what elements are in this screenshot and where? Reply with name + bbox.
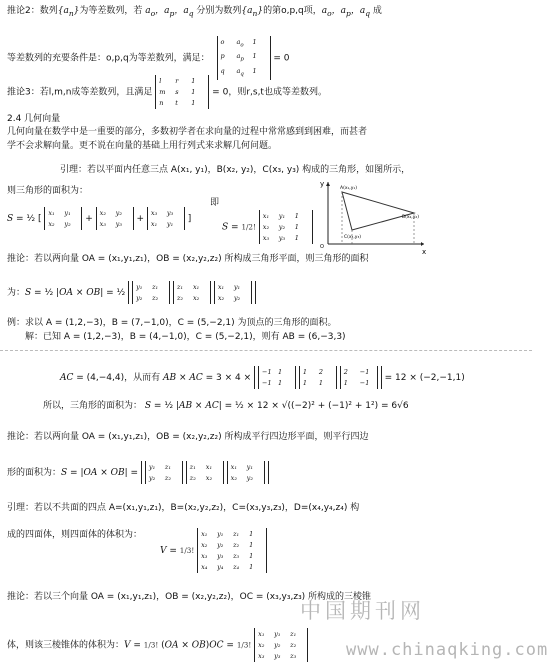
corollary-4-line1: 推论：若以两向量 OA = (x₁,y₁,z₁)，OB = (x₂,y₂,z₂) 所构成三角形平面，则三角形的面积 — [7, 254, 369, 264]
x-axis-label: x — [422, 248, 427, 256]
corollary-3-end: ，则r,s,t也成等差数列。 — [228, 87, 327, 98]
volume-formula: V = 1/3! x₁ y₁ z₁ 1 x₂ y₂ z₂ 1 x₃ y₃ z₃ 1 x₄ y₄ z₄ 1 — [160, 528, 267, 573]
parallelogram-line2: 形的面积为：S = |OA × OB| = y₁ z₁ y₂ z₂ z₁ x₁ z₂ x₂ x₁ y₁ x₂ y₂ — [7, 461, 269, 484]
volume-determinant: x₁ y₁ z₁ 1 x₂ y₂ z₂ 1 x₃ y₃ z₃ 1 x₄ y₄ z₄ 1 — [197, 528, 267, 573]
lemma-1-line2: 则三角形的面积为： — [7, 186, 89, 196]
corollary-2-line1: 推论2：数列$\{a_n\}$为等差数列，若 $a_o$，$a_p$，$a_q$ 分别为数列$\{a_n\}$的第o,p,q项，$a_o$，$a_p$，$a_q$ 成 — [7, 6, 382, 18]
point-c-label: C(x₃,y₃) — [344, 235, 362, 240]
section-para2: 学不会求解向量。更不说在向量的基础上用行列式来求解几何问题。 — [7, 141, 278, 151]
corollary-2-line2 — [7, 36, 290, 80]
point-a-label: A(x₁,y₁) — [340, 186, 357, 191]
y-axis-label: y — [320, 180, 325, 188]
det-31: x₃ y₃ x₁ y₁ — [147, 207, 185, 230]
tetra-determinant: x₁ y₁ z₁ x₂ y₂ z₂ x₃ y₃ z₃ — [254, 628, 308, 662]
corollary-3-text: 推论3：若l,m,n成等差数列，且满足 — [7, 87, 153, 98]
watermark-cn: 中国期刊网 — [300, 599, 425, 623]
lemma-2-line1: 引理：若以不共面的四点 A=(x₁,y₁,z₁)，B=(x₂,y₂,z₂)，C=(x₃,y₃,z₃)，D=(x₄,y₄,z₄) 构 — [7, 503, 360, 513]
area-prefix: 所以，三角形的面积为： — [43, 401, 143, 411]
lemma-1-formula-b: S = 1/2! x₁ y₁ 1 x₂ y₂ 1 x₃ y₃ 1 — [222, 210, 313, 244]
triangle-figure — [318, 178, 428, 256]
origin-label: O — [320, 244, 324, 250]
lemma-1-line1: 引理：若以平面内任意三点 A(x₁, y₁)，B(x₂, y₂)，C(x₃, y₃) 构成的三角形，如图所示， — [60, 165, 411, 175]
tetra-line1: 推论：若以三个向量 OA = (x₁,y₁,z₁)，OB = (x₂,y₂,z₂)，OC = (x₃,y₃,z₃) 所构成的三棱锥 — [7, 592, 372, 602]
det-23: x₂ y₂ x₃ y₃ — [96, 207, 134, 230]
ji-label: 即 — [210, 198, 220, 208]
point-b-label: B(x₂,y₂) — [402, 215, 419, 220]
ac-line: AC = (4,−4,4)，从而有 AB × AC = 3 × 4 × −1 1 −1 1 1 2 1 1 2 −1 1 −1 = 12 × (−2,−1,1) — [60, 368, 465, 387]
lemma-1-formula: S = ½ [ x₁ y₁ x₂ y₂ + x₂ y₂ x₃ y₃ + x₃ y₃ x₁ y₁ ] — [7, 209, 192, 228]
section-heading: 2.4 几何向量 — [7, 114, 61, 124]
corollary-2-condition: 等差数列的充要条件是：o,p,q为等差数列，满足： — [7, 53, 210, 64]
area-bracket: y₁ z₁ y₂ z₂ z₁ x₁ z₂ x₂ x₁ y₁ x₂ y₂ — [128, 281, 256, 304]
corollary-4-line2: 为：S = ½ |OA × OB| = ½ y₁ z₁ y₂ z₂ z₁ x₁ z₂ x₂ x₁ y₁ x₂ y₂ — [7, 281, 256, 304]
parallelogram-line1: 推论：若以两向量 OA = (x₁,y₁,z₁)，OB = (x₂,y₂,z₂) 所构成平行四边形平面，则平行四边 — [7, 432, 369, 442]
corollary-2-eq: = 0 — [273, 53, 290, 64]
det-12: x₁ y₁ x₂ y₂ — [44, 207, 82, 230]
corollary-3-eq: = 0 — [212, 87, 229, 98]
corollary-3 — [7, 75, 327, 109]
watermark-url: www.chinaqking.com — [346, 640, 548, 660]
example-line: 例：求以 A = (1,2,−3)，B = (7,−1,0)，C = (5,−2,1) 为顶点的三角形的面积。 — [7, 318, 337, 328]
area-result: 所以，三角形的面积为： S = ½ |AB × AC| = ½ × 12 × √((−2)² + (−1)² + 1²) = 6√6 — [43, 401, 409, 411]
corollary-3-determinant: l r 1 m s 1 n t 1 — [155, 75, 209, 109]
corollary-2-determinant: o $a_o$ 1 p $a_p$ 1 q $a_q$ 1 — [217, 36, 271, 80]
lemma-2-line2: 成的四面体，则四面体的体积为： — [7, 530, 143, 540]
section-para1: 几何向量在数学中是一重要的部分，多数初学者在求向量的过程中常常感到到困难，而甚者 — [7, 127, 368, 137]
solution-line: 解：已知 A = (1,2,−3)，B = (4,−1,0)，C = (5,−2,1)，则有 AB = (6,−3,3) — [25, 332, 346, 342]
tetra-line2: 体，则该三棱锥体的体积为：V = 1/3! (OA × OB)OC = 1/3! x₁ y₁ z₁ x₂ y₂ z₂ x₃ y₃ z₃ — [7, 628, 308, 662]
triangle-abc — [342, 192, 414, 230]
det-3x3: x₁ y₁ 1 x₂ y₂ 1 x₃ y₃ 1 — [259, 210, 313, 244]
